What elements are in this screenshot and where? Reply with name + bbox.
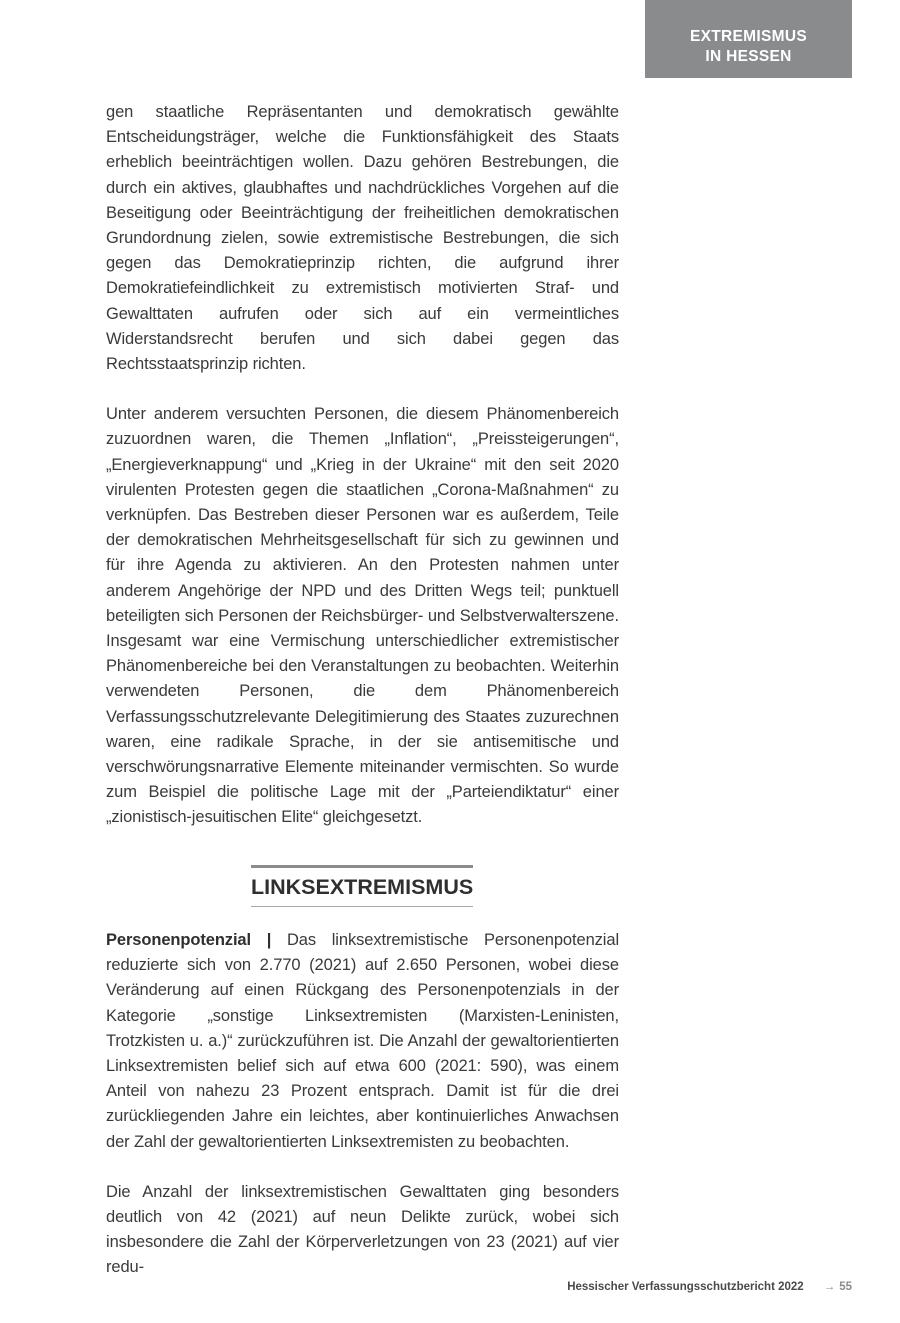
paragraph-4: Die Anzahl der linksextremistischen Gewalttaten ging besonders deutlich von 42 (2021) auf neun Delikte zurück, wobei sich insbesondere die Zahl der Körperverletzungen von 23 (2021) auf vier redu- (106, 1182, 619, 1277)
paragraph-3-text: Das linksextremistische Personenpotenzial reduzierte sich von 2.770 (2021) auf 2.650 Personen, wobei diese Veränderung auf einen Rückgang des Personenpotenzials in der Kategorie „sonstige Linksextremisten (Marxisten-Leninisten, Trotzkisten u. a.)“ zurückzuführen ist. Die Anzahl der gewaltorientierten Linksextremisten belief sich auf etwa 600 (2021: 590), was einem Anteil von nahezu 23 Prozent entsprach. Damit ist für die drei zurückliegenden Jahre ein leichtes, aber kontinuierliches Anwachsen der Zahl der gewaltorientierten Linksextremisten zu beobachten. (106, 931, 620, 1151)
body-column (106, 100, 619, 831)
section-tab-line2: IN HESSEN (705, 48, 792, 65)
section-heading: LINKSEXTREMISMUS (251, 865, 473, 907)
lead-label: Personenpotenzial | (106, 931, 272, 949)
section-column (106, 928, 619, 1281)
footer-title: Hessischer Verfassungsschutzbericht 2022 (567, 1281, 804, 1293)
paragraph-1: gen staatliche Repräsentanten und demokratisch gewählte Entscheidungsträger, welche die Funktionsfähigkeit des Staats erheblich beeinträchtigen wollen. Dazu gehören Bestrebungen, die durch ein aktives, glaubhaftes und nachdrückliches Vorgehen auf die Beseitigung oder Beeinträchtigung der freiheitlichen demokratischen Grundordnung zielen, sowie extremistische Bestrebungen, die sich gegen das Demokratieprinzip richten, die aufgrund ihrer Demokratiefeindlichkeit zu extremistisch motivierten Straf- und Gewalttaten aufrufen oder sich auf ein vermeintliches Widerstandsrecht berufen und sich dabei gegen das Rechtsstaatsprinzip richten. (106, 103, 619, 374)
section-tab (645, 0, 852, 78)
arrow-right-icon: → (823, 1281, 836, 1293)
section-tab-line1: EXTREMISMUS (690, 28, 807, 45)
paragraph-2: Unter anderem versuchten Personen, die diesem Phänomenbereich zuzuordnen waren, die Themen „Inflation“, „Preissteigerungen“, „Energieverknappung“ und „Krieg in der Ukraine“ mit den seit 2020 virulenten Protesten gegen die staatlichen „Corona-Maßnahmen“ zu verknüpfen. Das Bestreben dieser Personen war es außerdem, Teile der demokratischen Mehrheitsgesellschaft für sich zu gewinnen und für ihre Agenda zu aktivieren. An den Protesten nahmen unter anderem Angehörige der NPD und des Dritten Wegs teil; punktuell beteiligten sich Personen der Reichsbürger- und Selbstverwalterszene. Insgesamt war eine Vermischung unterschiedlicher extremistischer Phänomenbereiche bei den Veranstaltungen zu beobachten. Weiterhin verwendeten Personen, die dem Phänomenbereich Verfassungsschutzrelevante Delegitimierung des Staates zuzurechnen waren, eine radikale Sprache, in der sie antisemitische und verschwörungsnarrative Elemente miteinander vermischten. So wurde zum Beispiel die politische Lage mit der „Parteiendiktatur“ einer „zionistisch-jesuitischen Elite“ gleichgesetzt. (106, 405, 619, 827)
page-footer (520, 1281, 852, 1293)
page-number: 55 (839, 1281, 852, 1293)
paragraph-3 (106, 928, 619, 1155)
